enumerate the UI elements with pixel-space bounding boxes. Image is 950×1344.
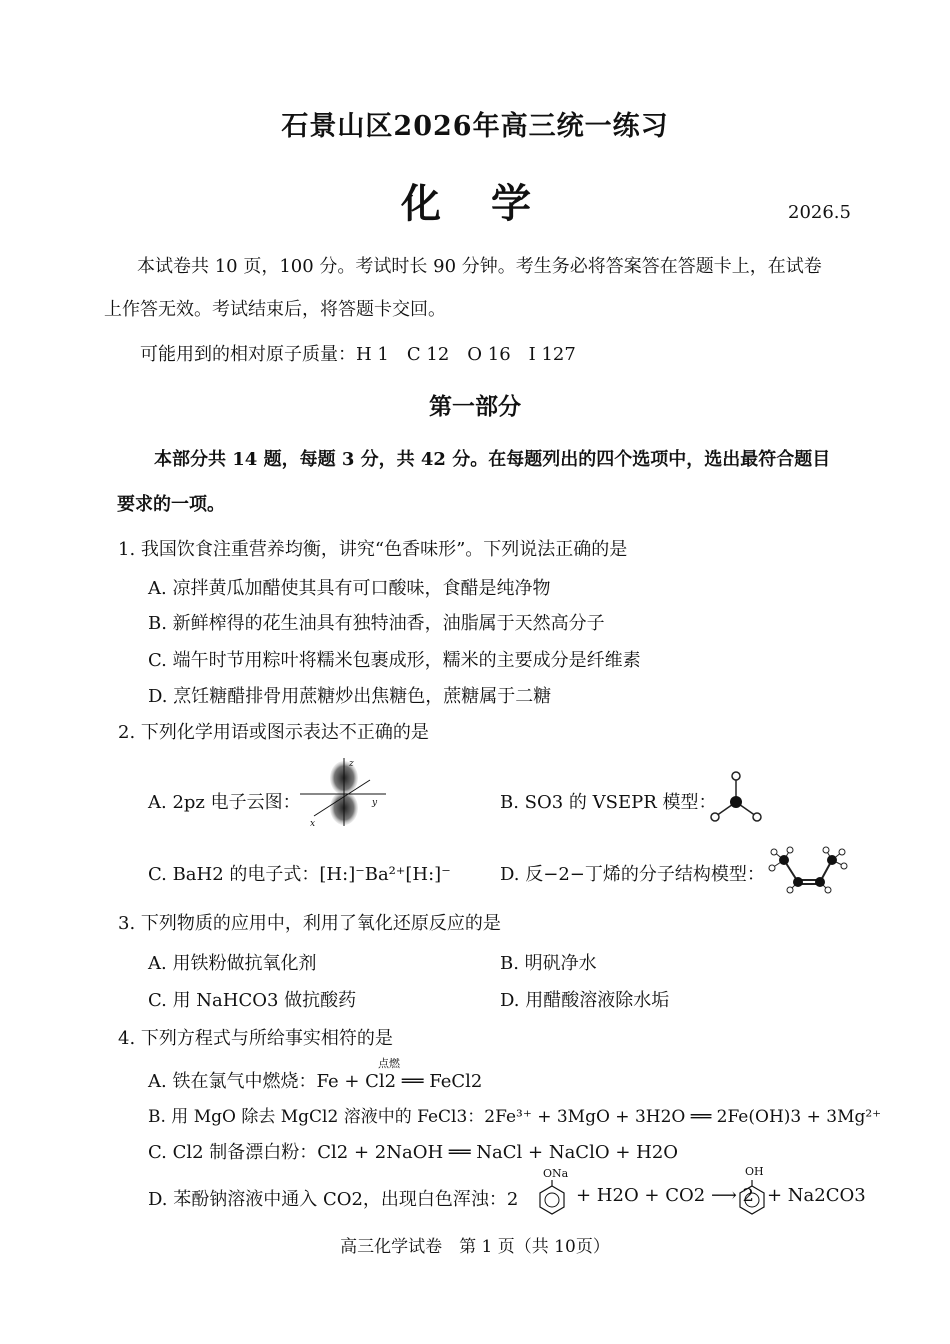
question-1-option-c: C. 端午时节用粽叶将糯米包裹成形，糯米的主要成分是纤维素 — [148, 650, 641, 671]
part-intro-line-1: 本部分共 14 题，每题 3 分，共 42 分。在每题列出的四个选项中，选出最符合题目 — [154, 449, 831, 470]
electron-cloud-2pz-figure — [300, 758, 390, 829]
carbon-atom — [815, 877, 825, 887]
axis-label-y: y — [372, 798, 378, 808]
hydrogen-atom — [771, 849, 777, 855]
hydrogen-atom — [841, 863, 847, 869]
axis-label-z: z — [349, 759, 354, 769]
part-intro-line-2: 要求的一项。 — [117, 494, 225, 515]
ignite-condition: 点燃 — [378, 1057, 400, 1070]
question-4-option-d: D. 苯酚钠溶液中通入 CO2，出现白色浑浊：2 — [148, 1189, 519, 1210]
question-2-option-a: A. 2pz 电子云图： — [148, 792, 301, 813]
oxygen-atom — [732, 772, 740, 780]
question-2-stem: 2. 下列化学用语或图示表达不正确的是 — [118, 722, 429, 743]
page-footer: 高三化学试卷 第 1 页（共 10页） — [340, 1237, 610, 1257]
carbon-atom — [779, 855, 789, 865]
question-4-stem: 4. 下列方程式与所给事实相符的是 — [118, 1028, 393, 1049]
question-1-option-a: A. 凉拌黄瓜加醋使其具有可口酸味，食醋是纯净物 — [148, 578, 551, 599]
sulfur-atom — [730, 796, 742, 808]
question-1-stem: 1. 我国饮食注重营养均衡，讲究“色香味形”。下列说法正确的是 — [118, 539, 628, 560]
oh-label: OH — [745, 1165, 764, 1178]
question-4-option-d-middle: + H2O + CO2 ⟶ 2 — [576, 1185, 754, 1206]
question-4-option-a: A. 铁在氯气中燃烧：Fe + Cl2 ══ FeCl2 — [148, 1071, 483, 1092]
hydrogen-atom — [839, 849, 845, 855]
so3-vsepr-model — [708, 770, 762, 824]
trans-2-butene-model — [768, 848, 848, 894]
sodium-phenoxide-structure — [536, 1180, 568, 1216]
question-3-option-d: D. 用醋酸溶液除水垢 — [500, 990, 670, 1011]
hydrogen-atom — [769, 865, 775, 871]
question-1-option-b: B. 新鲜榨得的花生油具有独特油香，油脂属于天然高分子 — [148, 613, 605, 634]
phenol-structure — [736, 1180, 768, 1216]
hydrogen-atom — [787, 847, 793, 853]
instructions-line-1: 本试卷共 10 页，100 分。考试时长 90 分钟。考生务必将答案答在答题卡上，在试卷 — [137, 256, 822, 277]
question-3-option-c: C. 用 NaHCO3 做抗酸药 — [148, 990, 357, 1011]
question-3-option-b: B. 明矾净水 — [500, 953, 597, 974]
carbon-atom — [827, 855, 837, 865]
part-heading: 第一部分 — [429, 393, 521, 420]
carbon-atom — [793, 877, 803, 887]
question-4-option-b: B. 用 MgO 除去 MgCl2 溶液中的 FeCl3：2Fe³⁺ + 3MgO + 3H2O ══ 2Fe(OH)3 + 3Mg²⁺ — [148, 1107, 882, 1127]
question-1-option-d: D. 烹饪糖醋排骨用蔗糖炒出焦糖色，蔗糖属于二糖 — [148, 686, 552, 707]
question-4-option-d-end: + Na2CO3 — [767, 1185, 866, 1206]
axis-label-x: x — [310, 819, 316, 829]
atomic-masses: 可能用到的相对原子质量：H 1 C 12 O 16 I 127 — [140, 344, 576, 365]
hydrogen-atom — [825, 887, 831, 893]
ona-label: ONa — [543, 1167, 569, 1180]
question-3-option-a: A. 用铁粉做抗氧化剂 — [148, 953, 317, 974]
hydrogen-atom — [823, 847, 829, 853]
subject-title: 化 学 — [401, 180, 549, 227]
instructions-line-2: 上作答无效。考试结束后，将答题卡交回。 — [104, 299, 446, 320]
question-2-option-b: B. SO3 的 VSEPR 模型： — [500, 792, 717, 813]
question-4-option-c: C. Cl2 制备漂白粉：Cl2 + 2NaOH ══ NaCl + NaClO + H2O — [148, 1142, 679, 1163]
oxygen-atom — [711, 813, 719, 821]
exam-date: 2026.5 — [788, 202, 851, 223]
hydrogen-atom — [787, 887, 793, 893]
question-2-option-d: D. 反−2−丁烯的分子结构模型： — [500, 864, 765, 885]
exam-title: 石景山区2026年高三统一练习 — [281, 111, 669, 142]
question-3-stem: 3. 下列物质的应用中，利用了氧化还原反应的是 — [118, 913, 501, 934]
question-2-option-c: C. BaH2 的电子式：[H:]⁻Ba²⁺[H:]⁻ — [148, 864, 451, 885]
oxygen-atom — [753, 813, 761, 821]
